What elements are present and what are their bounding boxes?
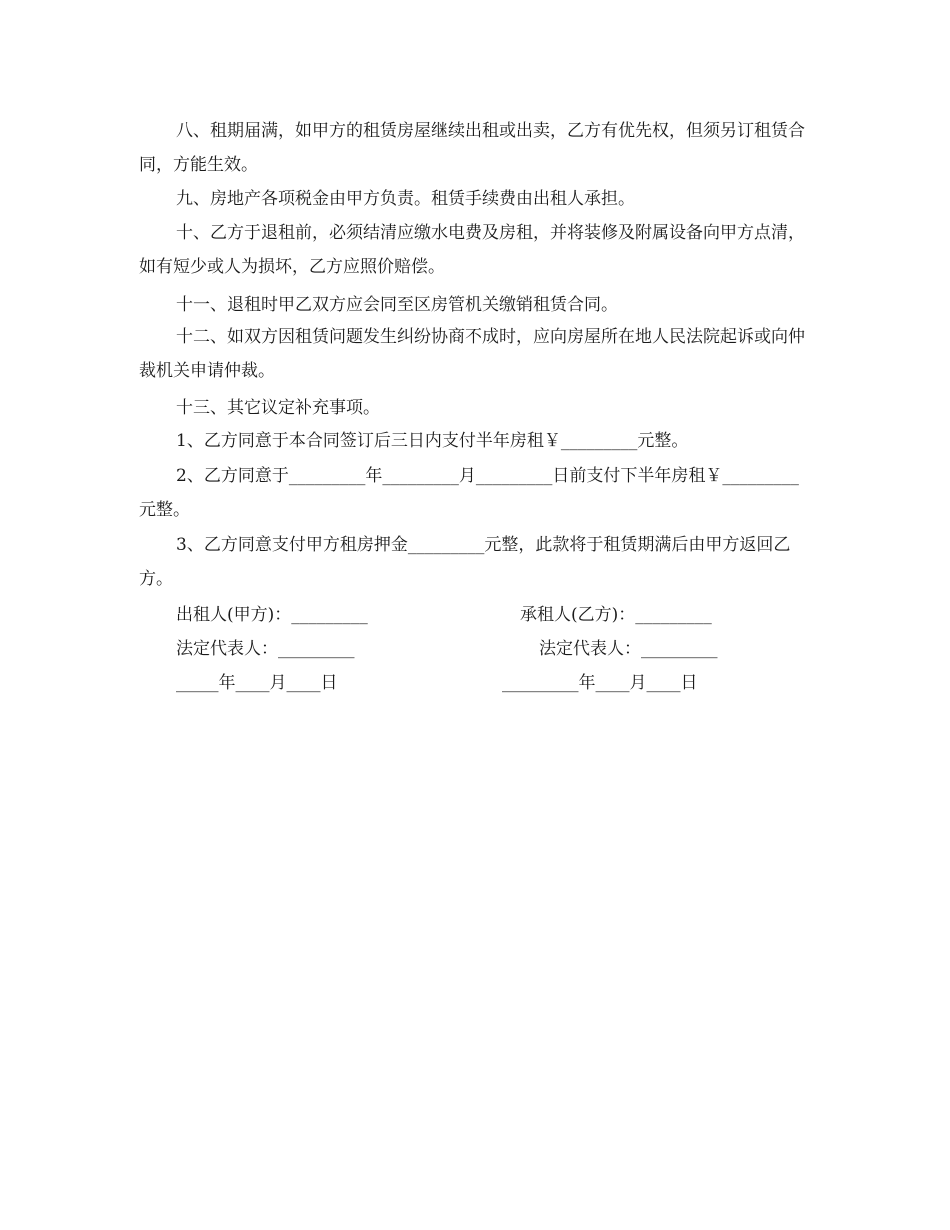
lessor-representative: 法定代表人：_________	[176, 639, 355, 659]
clause-11: 十一、退租时甲乙双方应会同至区房管机关缴销租赁合同。	[176, 295, 618, 315]
supplement-item-2: 2、乙方同意于_________年_________月_________日前支付下半年房租￥_________元整。	[139, 466, 799, 520]
clause-8: 八、租期届满，如甲方的租赁房屋继续出租或出卖，乙方有优先权，但须另订租赁合同，方能生效。	[139, 121, 805, 175]
clause-13: 十三、其它议定补充事项。	[176, 398, 380, 418]
lessor-date: _____年____月____日	[176, 673, 338, 693]
clause-9: 九、房地产各项税金由甲方负责。租赁手续费由出租人承担。	[176, 189, 635, 209]
supplement-item-3: 3、乙方同意支付甲方租房押金_________元整，此款将于租赁期满后由甲方返回乙方。	[139, 535, 791, 589]
lessee-date: _________年____月____日	[502, 673, 698, 693]
clause-10: 十、乙方于退租前，必须结清应缴水电费及房租，并将装修及附属设备向甲方点清，如有短少或人为损坏，乙方应照价赔偿。	[139, 223, 805, 277]
clause-12: 十二、如双方因租赁问题发生纠纷协商不成时，应向房屋所在地人民法院起诉或向仲裁机关申请仲裁。	[139, 327, 805, 381]
lessor-label: 出租人(甲方)：_________	[176, 605, 368, 625]
lessee-representative: 法定代表人：_________	[539, 639, 718, 659]
supplement-item-1: 1、乙方同意于本合同签订后三日内支付半年房租￥_________元整。	[176, 431, 689, 451]
lessee-label: 承租人(乙方)：_________	[520, 605, 712, 625]
